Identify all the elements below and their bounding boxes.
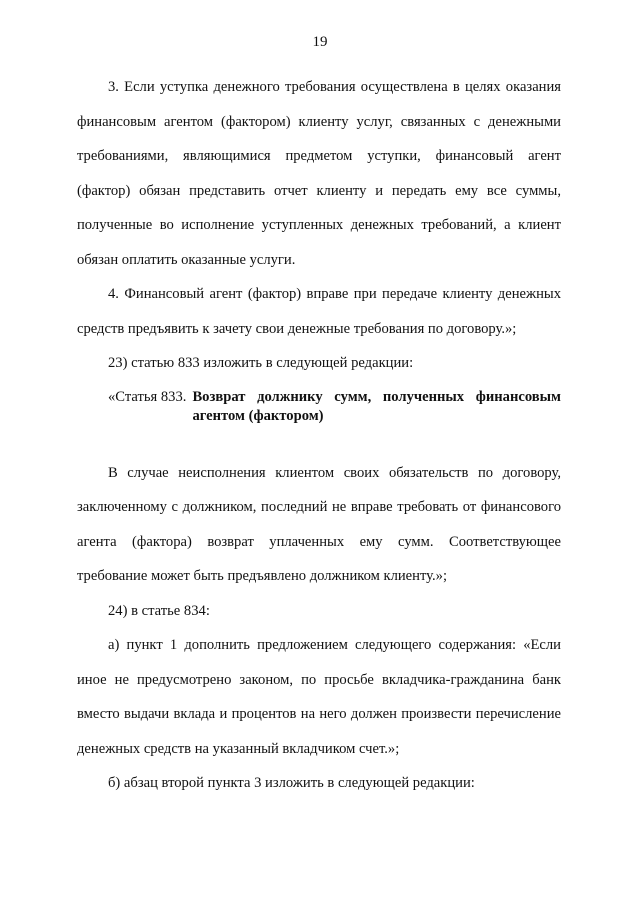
paragraph-factor-report: 3. Если уступка денежного требования осуществлена в целях оказания финансовым агентом (фактором) клиенту услуг, связанных с денежными требованиями, являющимися предметом уступки, финансовый агент (фактор) обязан представить отчет клиенту и передать ему все суммы, полученные во исполнение уступленных денежных требований, а клиент обязан оплатить оказанные услуги. xyxy=(77,79,561,268)
article-833-heading xyxy=(77,381,561,456)
paragraph-article-833-intro: 23) статью 833 изложить в следующей редакции: xyxy=(108,355,414,371)
article-number: «Статья 833. xyxy=(108,388,187,405)
paragraph-article-834-intro: 24) в статье 834: xyxy=(108,602,210,619)
article-title: Возврат должнику сумм, полученных финансовым агентом (фактором) xyxy=(192,388,561,424)
document-body xyxy=(77,70,561,801)
paragraph-factor-offset: 4. Финансовый агент (фактор) вправе при передаче клиенту денежных средств предъявить к зачету свои денежные требования по договору.»; xyxy=(77,286,561,337)
paragraph-article-833-text: В случае неисполнения клиентом своих обязательств по договору, заключенному с должником, последний не вправе требовать от финансового агента (фактора) возврат уплаченных ему сумм. Соответствующее требование может быть предъявлено должником клиенту.»; xyxy=(77,464,561,584)
paragraph-834-item-a: а) пункт 1 дополнить предложением следующего содержания: «Если иное не предусмотрено законом, по просьбе вкладчика-гражданина банк вместо выдачи вклада и процентов на него должен произвести перечисление денежных средств на указанный вкладчиком счет.»; xyxy=(77,637,561,757)
paragraph-834-item-b: б) абзац второй пункта 3 изложить в следующей редакции: xyxy=(108,775,475,791)
page-number: 19 xyxy=(312,34,328,50)
